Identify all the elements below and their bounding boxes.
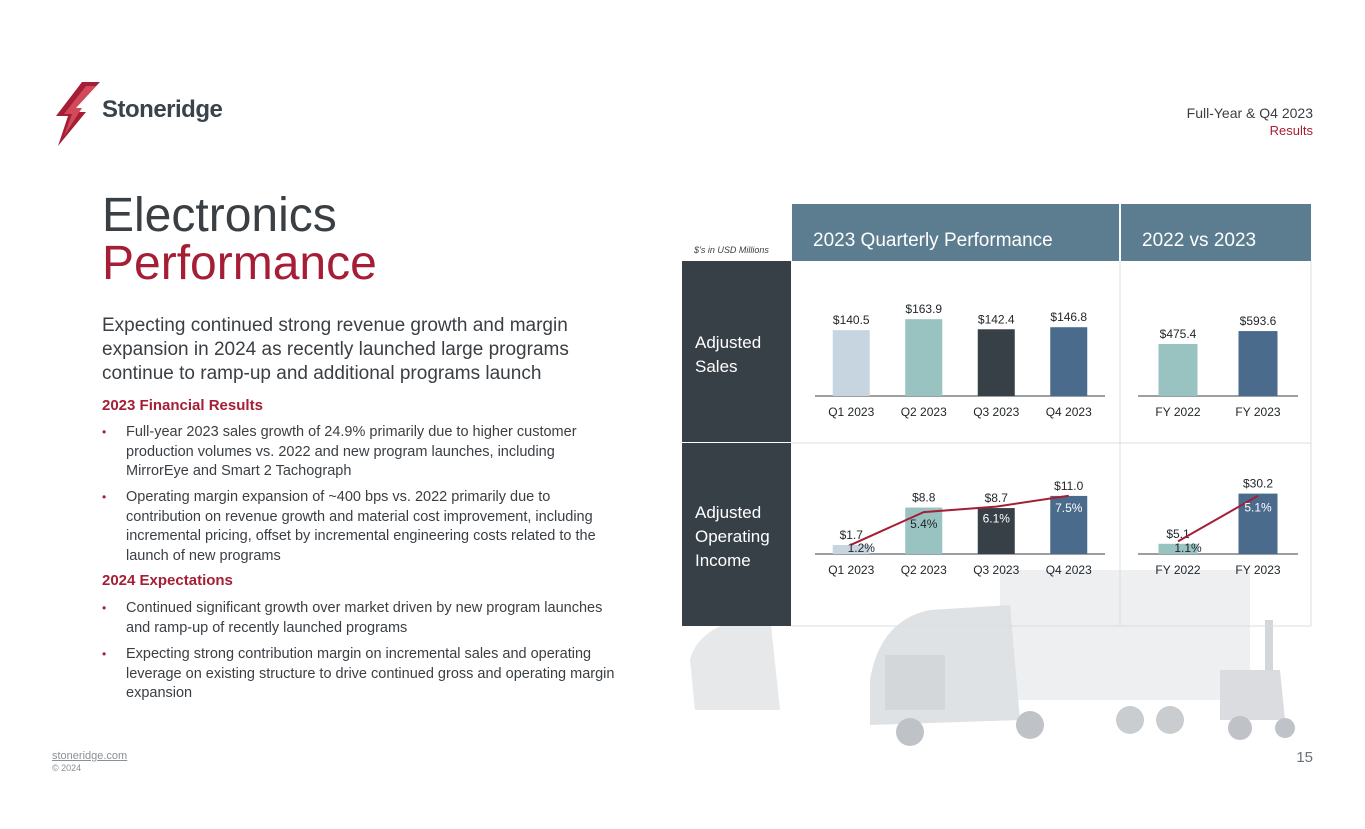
x-tick-label: FY 2023 bbox=[1235, 563, 1281, 577]
x-tick-label: Q2 2023 bbox=[900, 405, 947, 419]
margin-line bbox=[851, 496, 1069, 545]
copyright: © 2024 bbox=[52, 763, 82, 773]
bar-value-label: $1.7 bbox=[839, 528, 863, 543]
yoy-header-label: 2022 vs 2023 bbox=[1142, 230, 1257, 251]
page-number: 15 bbox=[1296, 749, 1313, 766]
x-tick-label: Q4 2023 bbox=[1045, 405, 1092, 419]
website-link[interactable]: stoneridge.com bbox=[52, 750, 128, 762]
bullet-dot-icon: • bbox=[102, 647, 107, 661]
x-tick-label: FY 2023 bbox=[1235, 405, 1281, 419]
x-tick-label: FY 2022 bbox=[1155, 405, 1201, 419]
page-title-line2: Performance bbox=[102, 237, 377, 290]
bar-value-label: $8.8 bbox=[912, 490, 936, 505]
margin-label: 5.1% bbox=[1244, 500, 1272, 515]
chart-sales-annual bbox=[1138, 296, 1298, 426]
x-tick-label: Q2 2023 bbox=[900, 563, 947, 577]
row-label-operating-income-text: Adjusted Operating Income bbox=[695, 503, 770, 570]
x-tick-label: Q3 2023 bbox=[973, 405, 1020, 419]
expectations-bullet-text: Expecting strong contribution margin on incremental sales and operating leverage on existing structure to drive continued gross and operating margin expansion bbox=[126, 646, 615, 701]
expectations-bullet-text: Continued significant growth over market driven by new program launches and ramp-up of recently launched programs bbox=[126, 600, 603, 636]
x-tick-label: FY 2022 bbox=[1155, 563, 1201, 577]
bar-value-label: $5.1 bbox=[1166, 526, 1190, 541]
units-note: $’s in USD Millions bbox=[694, 245, 769, 255]
brand-wordmark: Stoneridge bbox=[102, 96, 223, 123]
bullet-dot-icon: • bbox=[102, 425, 107, 439]
results-bullet-text: Full-year 2023 sales growth of 24.9% primarily due to higher customer production volumes vs. 2022 and new program launches, including MirrorEye and Smart 2 Tachograph bbox=[126, 424, 577, 479]
margin-label: 1.1% bbox=[1174, 541, 1202, 555]
margin-label: 7.5% bbox=[1055, 500, 1083, 515]
bar bbox=[1159, 344, 1198, 396]
page-title-line1: Electronics bbox=[102, 189, 337, 242]
bar-value-label: $11.0 bbox=[1054, 478, 1084, 493]
results-heading: 2023 Financial Results bbox=[102, 397, 263, 414]
bar bbox=[905, 319, 942, 396]
bar bbox=[833, 330, 870, 396]
x-tick-label: Q4 2023 bbox=[1045, 563, 1092, 577]
bar-value-label: $142.4 bbox=[977, 312, 1015, 327]
row-label-adjusted-sales-text: Adjusted Sales bbox=[695, 333, 762, 376]
x-tick-label: Q3 2023 bbox=[973, 563, 1020, 577]
bar-value-label: $140.5 bbox=[832, 313, 870, 328]
bar-value-label: $163.9 bbox=[905, 302, 943, 317]
deck-header-line2: Results bbox=[1269, 123, 1313, 138]
margin-label: 5.4% bbox=[910, 517, 938, 532]
chart-opinc-quarterly bbox=[815, 476, 1105, 591]
bar-value-label: $593.6 bbox=[1239, 314, 1277, 329]
bar bbox=[1050, 327, 1087, 396]
bar-value-label: $30.2 bbox=[1242, 476, 1274, 491]
bar-value-label: $475.4 bbox=[1159, 327, 1197, 342]
chart-sales-quarterly bbox=[815, 296, 1105, 426]
intro-text: Expecting continued strong revenue growth and margin expansion in 2024 as recently launched large programs continue to ramp-up and additional programs launch bbox=[102, 315, 569, 384]
expectations-heading: 2024 Expectations bbox=[102, 572, 233, 589]
bar-value-label: $8.7 bbox=[984, 491, 1008, 506]
bullet-dot-icon: • bbox=[102, 490, 107, 504]
x-tick-label: Q1 2023 bbox=[828, 405, 875, 419]
bar bbox=[1239, 331, 1278, 396]
bullet-dot-icon: • bbox=[102, 601, 107, 615]
margin-label: 1.2% bbox=[847, 541, 875, 555]
results-bullet-text: Operating margin expansion of ~400 bps vs. 2022 primarily due to contribution on revenue growth and material cost improvement, including incremental pricing, offset by incremental engineering costs related to the launch of new programs bbox=[126, 489, 596, 564]
margin-label: 6.1% bbox=[982, 511, 1010, 526]
x-tick-label: Q1 2023 bbox=[828, 563, 875, 577]
deck-header-line1: Full-Year & Q4 2023 bbox=[1186, 105, 1313, 121]
chart-opinc-annual bbox=[1138, 466, 1298, 591]
bar bbox=[978, 329, 1015, 396]
quarterly-header-label: 2023 Quarterly Performance bbox=[813, 230, 1053, 251]
bar-value-label: $146.8 bbox=[1050, 310, 1088, 325]
